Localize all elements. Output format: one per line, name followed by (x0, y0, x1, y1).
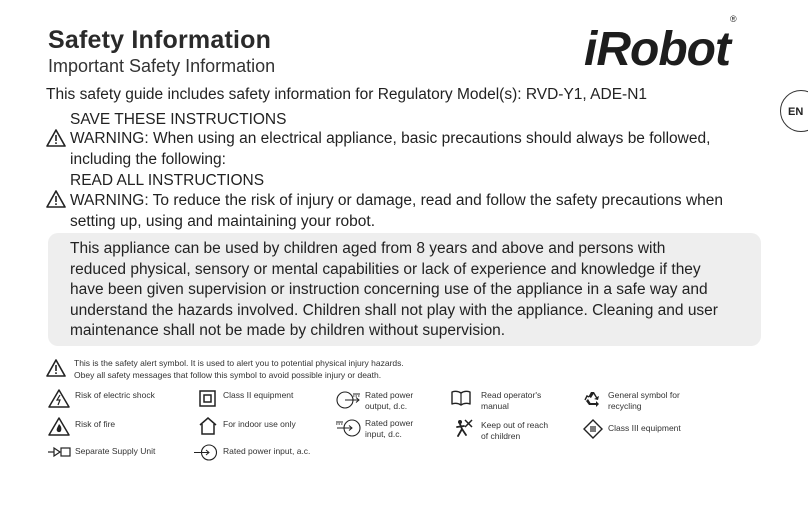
class-ii-equipment-label: Class II equipment (223, 390, 294, 400)
power-output-dc-line: output, d.c. (365, 401, 408, 411)
fire-label: Risk of fire (75, 419, 116, 429)
warning-electrical-line2: including the following: (70, 151, 226, 168)
power-input-dc-icon (335, 418, 361, 438)
warning-icon (46, 129, 66, 147)
read-manual-line: Read operator's (481, 390, 542, 400)
read-manual-icon (451, 390, 471, 406)
warning-injury-line2: setting up, using and maintaining your robot. (70, 213, 376, 230)
keep-from-children-line: Keep out of reach (481, 420, 549, 430)
power-output-dc-line: Rated power (365, 390, 414, 400)
page-title: Safety Information (48, 26, 272, 54)
indoor-use-icon (198, 416, 218, 435)
children-notice-text (70, 239, 760, 342)
children-notice-box (48, 233, 761, 346)
save-instructions: SAVE THESE INSTRUCTIONS (70, 111, 287, 128)
alert-text (74, 357, 494, 381)
power-input-dc-line: input, d.c. (365, 429, 402, 439)
notice-line: reduced physical, sensory or mental capabilities or lack of experience and knowledge if they (70, 260, 701, 278)
recycling-line: recycling (608, 401, 642, 411)
fire-icon (48, 417, 70, 436)
warning-icon (46, 359, 66, 377)
separate-supply-unit-icon (48, 446, 72, 458)
keep-from-children-label (481, 420, 548, 442)
intro-text: This safety guide includes safety information for Regulatory Model(s): RVD-Y1, ADE-N1 (46, 86, 648, 103)
warning-icon (46, 190, 66, 208)
electric-shock-icon (48, 389, 70, 408)
alert-line: Obey all safety messages that follow this symbol to avoid possible injury or death. (74, 370, 382, 380)
class-iii-equipment-icon (583, 419, 603, 439)
power-input-ac-label: Rated power input, a.c. (223, 446, 311, 456)
notice-line: have been given supervision or instruction concerning use of the appliance in a safe way and (70, 281, 708, 298)
notice-line: understand the hazards involved. Children shall not play with the appliance. Cleaning and user (70, 301, 718, 319)
electric-shock-label: Risk of electric shock (75, 390, 155, 400)
page-subtitle: Important Safety Information (48, 56, 276, 76)
class-ii-equipment-icon (199, 390, 216, 407)
power-input-dc-line: Rated power (365, 418, 414, 428)
recycling-line: General symbol for (608, 390, 680, 400)
logo-text: iRobot (584, 23, 730, 76)
recycling-icon (584, 390, 602, 408)
warning-injury-line1: WARNING: To reduce the risk of injury or damage, read and follow the safety precautions when (70, 192, 724, 209)
alert-line: This is the safety alert symbol. It is used to alert you to potential physical injury hazards. (74, 358, 404, 368)
notice-line: This appliance can be used by children aged from 8 years and above and persons with (70, 240, 666, 257)
power-input-dc-label (365, 418, 413, 440)
irobot-logo (584, 14, 736, 77)
language-badge: EN (780, 90, 808, 132)
registered-mark: ® (729, 14, 736, 24)
recycling-label (608, 390, 680, 412)
power-input-ac-icon (192, 444, 218, 461)
class-iii-equipment-label: Class III equipment (608, 423, 681, 433)
separate-supply-unit-label: Separate Supply Unit (75, 446, 156, 456)
keep-from-children-line: of children (481, 431, 521, 441)
keep-from-children-icon (453, 419, 473, 437)
read-all-instructions: READ ALL INSTRUCTIONS (70, 172, 265, 189)
warning-electrical-line1: WARNING: When using an electrical appliance, basic precautions should always be followed, (70, 130, 711, 147)
indoor-use-label: For indoor use only (223, 419, 296, 429)
read-manual-label (481, 390, 541, 412)
read-manual-line: manual (481, 401, 509, 411)
power-output-dc-label (365, 390, 413, 412)
notice-line: maintenance shall not be made by children without supervision. (70, 322, 506, 339)
power-output-dc-icon (335, 390, 361, 410)
